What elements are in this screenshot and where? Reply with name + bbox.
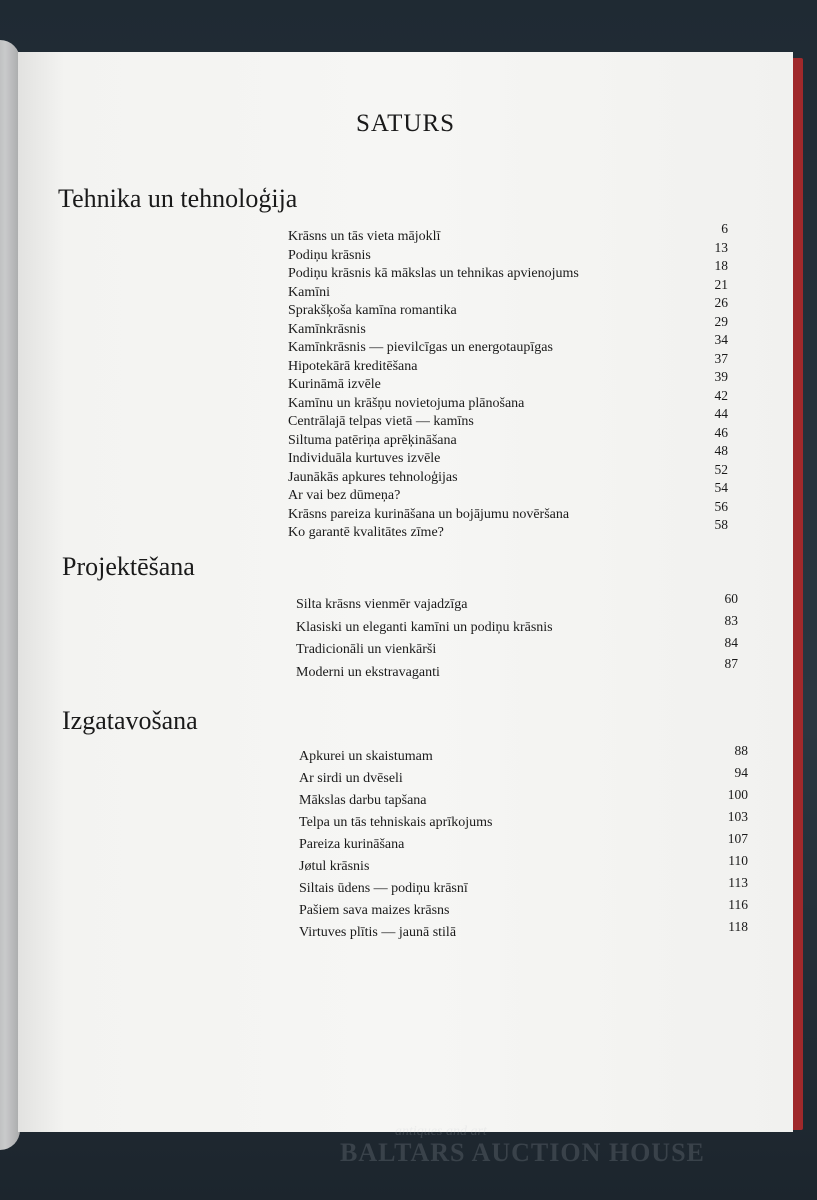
toc-entry-page-number: 6 (721, 221, 728, 236)
section-heading: Tehnika un tehnoloģija (58, 184, 298, 213)
toc-entry-page-number: 110 (728, 853, 748, 868)
toc-entry-page-number: 116 (728, 897, 748, 912)
toc-entry-page-number: 118 (728, 919, 748, 934)
toc-entry-page-number: 46 (714, 424, 728, 440)
toc-entry-title: Ar vai bez dūmeņa? (288, 488, 401, 503)
toc-entry-title: Silta krāsns vienmēr vajadzīga (296, 597, 468, 612)
toc-entry-title: Tradicionāli un vienkārši (296, 642, 437, 658)
watermark-brand: BALTARS AUCTION HOUSE (340, 1138, 705, 1167)
toc-entry-page-number: 100 (727, 787, 748, 802)
toc-entry-page-number: 94 (734, 765, 748, 780)
toc-entry-title: Hipotekārā kreditēšana (288, 358, 418, 374)
toc-entry-title: Ar sirdi un dvēseli (299, 771, 403, 786)
book-page (18, 52, 793, 1132)
toc-entry-page-number: 83 (724, 612, 738, 628)
toc-entry-page-number: 107 (727, 831, 748, 846)
auction-watermark (340, 1124, 780, 1180)
toc-entry-title: Sprakšķoša kamīna romantika (288, 303, 457, 318)
toc-entry-page-number: 88 (734, 743, 748, 758)
toc-entry-title: Krāsns pareiza kurināšana un bojājumu novēršana (288, 506, 570, 522)
toc-entry-title: Telpa un tās tehniskais aprīkojums (299, 815, 493, 830)
toc-entry-title: Ko garantē kvalitātes zīme? (288, 525, 444, 540)
toc-entry-page-number: 113 (728, 875, 748, 890)
toc-entry-page-number: 26 (714, 295, 728, 310)
section-heading: Izgatavošana (62, 706, 198, 735)
toc-entry-title: Siltuma patēriņa aprēķināšana (288, 432, 457, 448)
toc-entry-title: Kamīnu un krāšņu novietojuma plānošana (288, 395, 525, 411)
toc-entry-page-number: 34 (714, 332, 728, 347)
toc-entry-title: Kurināmā izvēle (288, 377, 381, 392)
toc-entry-title: Jøtul krāsnis (299, 859, 370, 874)
toc-entry-title: Apkurei un skaistumam (299, 749, 433, 764)
toc-entry-page-number: 44 (714, 406, 728, 421)
toc-entry-page-number: 103 (727, 809, 748, 824)
toc-entry-title: Klasiski un eleganti kamīni un podiņu krāsnis (296, 619, 553, 635)
toc-entry-title: Pašiem sava maizes krāsns (299, 903, 450, 918)
toc-entry-page-number: 87 (724, 656, 738, 672)
toc-entry-title: Jaunākās apkures tehnoloģijas (288, 469, 458, 485)
toc-entry-page-number: 37 (714, 350, 728, 366)
toc-entry-title: Individuāla kurtuves izvēle (288, 451, 441, 466)
toc-entry-title: Krāsns un tās vieta mājoklī (288, 229, 441, 244)
toc-entry-page-number: 84 (724, 634, 738, 650)
section-heading: Projektēšana (62, 552, 195, 581)
toc-entry-page-number: 54 (714, 480, 728, 495)
toc-entry-title: Virtuves plītis — jaunā stilā (299, 925, 457, 940)
toc-entry-title: Podiņu krāsnis kā mākslas un tehnikas apvienojums (288, 266, 579, 281)
toc-entry-title: Kamīnkrāsnis (288, 321, 366, 337)
toc-entry-title: Siltais ūdens — podiņu krāsnī (299, 881, 468, 896)
toc-entry-page-number: 48 (714, 443, 728, 458)
toc-entry-title: Podiņu krāsnis (288, 247, 371, 263)
left-page-edge (0, 40, 20, 1150)
toc-entry-page-number: 13 (714, 239, 728, 255)
toc-entry-page-number: 21 (714, 276, 728, 292)
toc-entry-page-number: 56 (714, 498, 728, 514)
toc-entry-title: Pareiza kurināšana (299, 837, 405, 852)
toc-entry-title: Mākslas darbu tapšana (299, 793, 427, 808)
toc-entry-title: Centrālajā telpas vietā — kamīns (288, 414, 474, 429)
toc-entry-page-number: 52 (714, 461, 728, 477)
toc-entry-page-number: 60 (724, 591, 738, 606)
toc-entry-page-number: 18 (714, 258, 728, 273)
toc-entry-title: Kamīnkrāsnis — pievilcīgas un energotaupīgas (288, 340, 553, 355)
toc-entry-page-number: 58 (714, 517, 728, 532)
toc-entry-page-number: 42 (714, 387, 728, 403)
page-title: SATURS (355, 110, 456, 137)
toc-entry-page-number: 39 (714, 369, 728, 384)
toc-entry-title: Kamīni (288, 284, 330, 300)
toc-entry-page-number: 29 (714, 313, 728, 329)
watermark-tagline: antiques and art (395, 1124, 487, 1139)
toc-entry-title: Moderni un ekstravaganti (296, 665, 440, 681)
